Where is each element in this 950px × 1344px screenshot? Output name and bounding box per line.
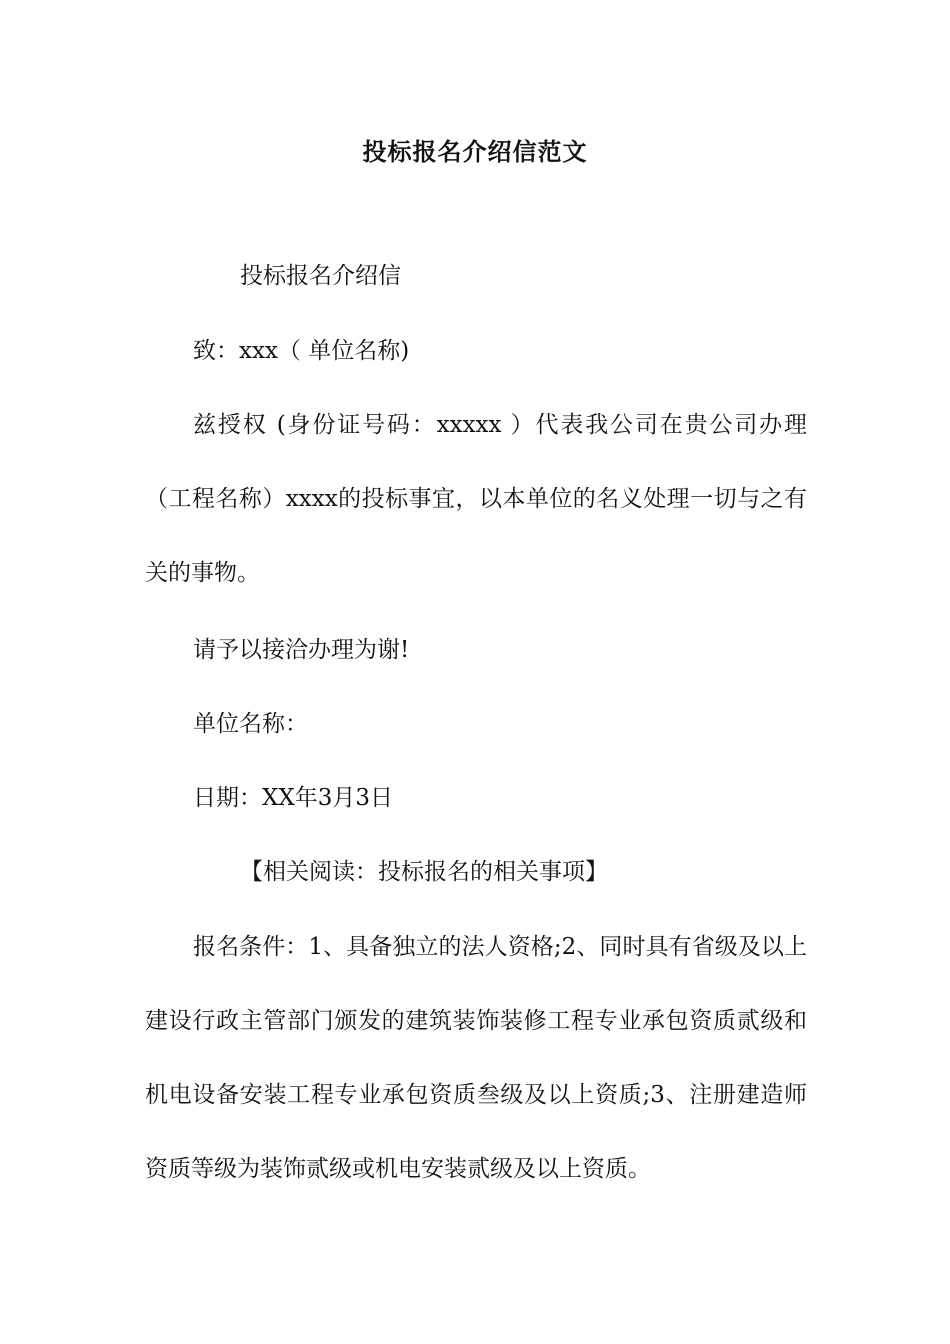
unit-name-line: 单位名称：: [193, 711, 308, 737]
to-line: 致：xxx（ 单位名称): [193, 338, 410, 364]
date-line: 日期：XX年3月3日: [193, 785, 394, 811]
document-title: 投标报名介绍信范文: [362, 138, 588, 166]
letter-heading: 投标报名介绍信: [240, 263, 401, 289]
conditions-paragraph: 报名条件：1、具备独立的法人资格;2、同时具有省级及以上建设行政主管部门颁发的建筑装饰装修工程专业承包资质贰级和机电设备安装工程专业承包资质叁级及以上资质;3、注册建造师资质等级为装饰贰级或机电安装贰级及以上资质。: [145, 934, 807, 1182]
thanks-line: 请予以接洽办理为谢!: [193, 637, 410, 663]
body-paragraph: 兹授权 (身份证号码：xxxxx ）代表我公司在贵公司办理（工程名称）xxxx的投标事宜，以本单位的名义处理一切与之有关的事物。: [145, 412, 807, 586]
related-heading: 【相关阅读：投标报名的相关事项】: [240, 859, 608, 885]
